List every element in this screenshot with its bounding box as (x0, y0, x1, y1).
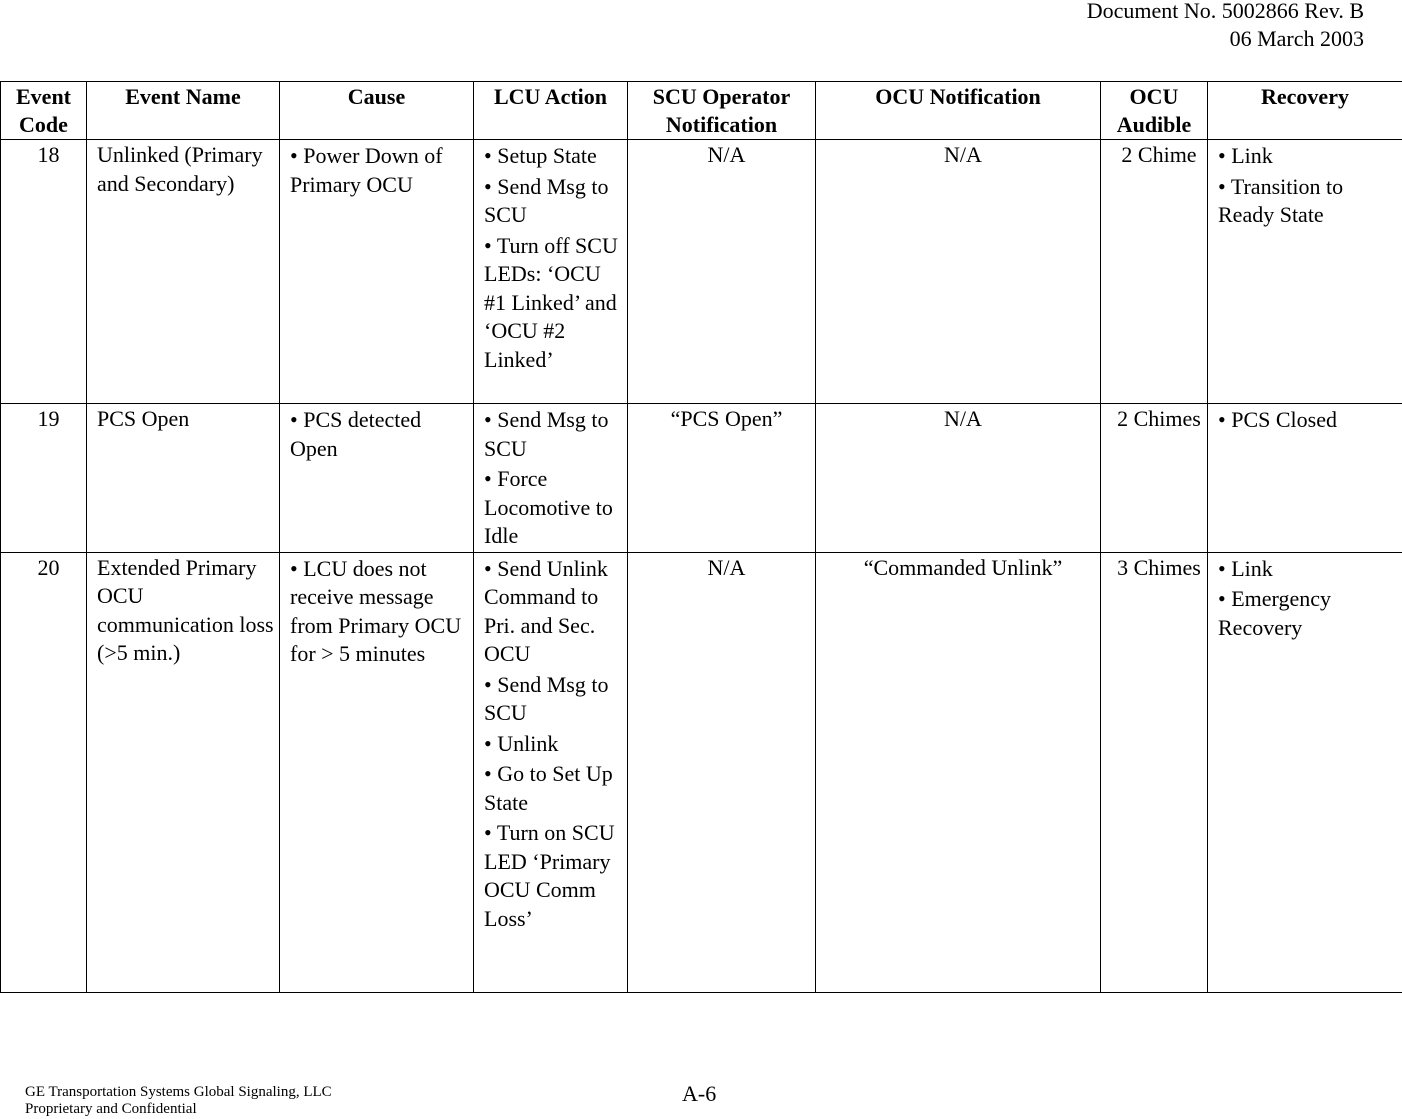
page-number: A-6 (682, 1081, 717, 1106)
bullet-icon: • (1218, 586, 1232, 611)
ocu-notification-cell: N/A (816, 140, 1101, 404)
table-header-row (1, 82, 1402, 140)
lcu-action-cell (474, 404, 628, 553)
bullet-item (484, 232, 627, 375)
bullet-text: Power Down of Primary OCU (290, 143, 443, 197)
bullet-text: Send Msg to SCU (484, 173, 609, 227)
bullet-icon: • (1218, 143, 1232, 168)
lcu-action-cell (474, 552, 628, 992)
bullet-text: Link (1231, 555, 1273, 581)
cause-cell (280, 552, 474, 992)
column-header: Recovery (1208, 82, 1402, 140)
ocu-notification-cell: N/A (816, 404, 1101, 553)
bullet-icon: • (484, 173, 498, 199)
bullet-item (1218, 406, 1402, 435)
footer-company-info (25, 1084, 332, 1118)
bullet-item (484, 671, 627, 728)
bullet-icon: • (484, 730, 498, 756)
bullet-icon: • (484, 143, 498, 168)
table-row (1, 140, 1402, 404)
bullet-icon: • (1218, 407, 1232, 432)
bullet-item (484, 760, 627, 817)
ocu-audible-cell: 2 Chime (1101, 140, 1208, 404)
bullet-text: Send Msg to SCU (484, 407, 609, 461)
bullet-item (290, 142, 473, 199)
ocu-audible-cell: 2 Chimes (1101, 404, 1208, 553)
bullet-icon: • (290, 143, 304, 168)
bullet-text: Setup State (497, 143, 597, 168)
bullet-icon: • (484, 555, 498, 581)
recovery-cell (1208, 140, 1402, 404)
bullet-text: LCU does not receive message from Primary OCU for > 5 minutes (290, 555, 462, 666)
bullet-text: Turn off SCU LEDs: ‘OCU #1 Linked’ and ‘OCU #2 Linked’ (484, 232, 618, 372)
ocu-audible-cell: 3 Chimes (1101, 552, 1208, 992)
bullet-text: Unlink (497, 730, 559, 756)
table-row (1, 552, 1402, 992)
event-name-cell: Unlinked (Primary and Secondary) (87, 140, 280, 404)
cause-cell (280, 404, 474, 553)
bullet-item (290, 555, 473, 669)
table-row (1, 404, 1402, 553)
event-table (0, 81, 1402, 993)
document-number: Document No. 5002866 Rev. B (1086, 0, 1364, 23)
bullet-text: Emergency Recovery (1218, 586, 1331, 640)
document-date: 06 March 2003 (1229, 26, 1364, 51)
bullet-item (484, 465, 627, 551)
bullet-icon: • (1218, 173, 1231, 199)
bullet-item (484, 555, 627, 669)
bullet-text: PCS detected Open (290, 407, 422, 461)
bullet-item (290, 406, 473, 463)
event-code-cell: 20 (1, 552, 87, 992)
bullet-item (484, 406, 627, 463)
bullet-text: PCS Closed (1231, 407, 1337, 432)
event-name-cell: Extended Primary OCU communication loss (>5 min.) (87, 552, 280, 992)
column-header: OCU Notification (816, 82, 1101, 140)
column-header: Event Code (1, 82, 87, 140)
bullet-item (484, 730, 627, 759)
footer-company: GE Transportation Systems Global Signaling, LLC (25, 1084, 332, 1100)
ocu-notification-cell: “Commanded Unlink” (816, 552, 1101, 992)
cause-cell (280, 140, 474, 404)
scu-notification-cell: N/A (628, 552, 816, 992)
bullet-icon: • (484, 820, 497, 845)
event-code-cell: 18 (1, 140, 87, 404)
bullet-text: Force Locomotive to Idle (484, 466, 613, 548)
document-header (1087, 0, 1364, 53)
bullet-icon: • (484, 671, 498, 697)
bullet-text: Link (1231, 143, 1273, 168)
bullet-icon: • (484, 407, 498, 432)
bullet-icon: • (484, 466, 498, 491)
column-header: Cause (280, 82, 474, 140)
bullet-icon: • (1218, 555, 1232, 581)
bullet-text: Transition to Ready State (1218, 173, 1344, 227)
bullet-item (484, 819, 627, 933)
column-header: Event Name (87, 82, 280, 140)
bullet-icon: • (484, 761, 498, 786)
bullet-text: Send Unlink Command to Pri. and Sec. OCU (484, 555, 608, 666)
bullet-item (1218, 142, 1402, 171)
bullet-item (484, 173, 627, 230)
bullet-item (1218, 173, 1402, 230)
event-name-cell: PCS Open (87, 404, 280, 553)
bullet-item (1218, 555, 1402, 584)
bullet-icon: • (290, 555, 304, 581)
bullet-item (1218, 585, 1402, 642)
bullet-icon: • (290, 407, 304, 432)
column-header: LCU Action (474, 82, 628, 140)
bullet-text: Go to Set Up State (484, 761, 613, 815)
event-code-cell: 19 (1, 404, 87, 553)
column-header: SCU Operator Notification (628, 82, 816, 140)
recovery-cell (1208, 552, 1402, 992)
bullet-text: Send Msg to SCU (484, 671, 609, 725)
bullet-item (484, 142, 627, 171)
footer-confidentiality: Proprietary and Confidential (25, 1101, 197, 1117)
scu-notification-cell: N/A (628, 140, 816, 404)
scu-notification-cell: “PCS Open” (628, 404, 816, 553)
bullet-icon: • (484, 232, 497, 258)
bullet-text: Turn on SCU LED ‘Primary OCU Comm Loss’ (484, 820, 615, 931)
lcu-action-cell (474, 140, 628, 404)
recovery-cell (1208, 404, 1402, 553)
column-header: OCU Audible (1101, 82, 1208, 140)
